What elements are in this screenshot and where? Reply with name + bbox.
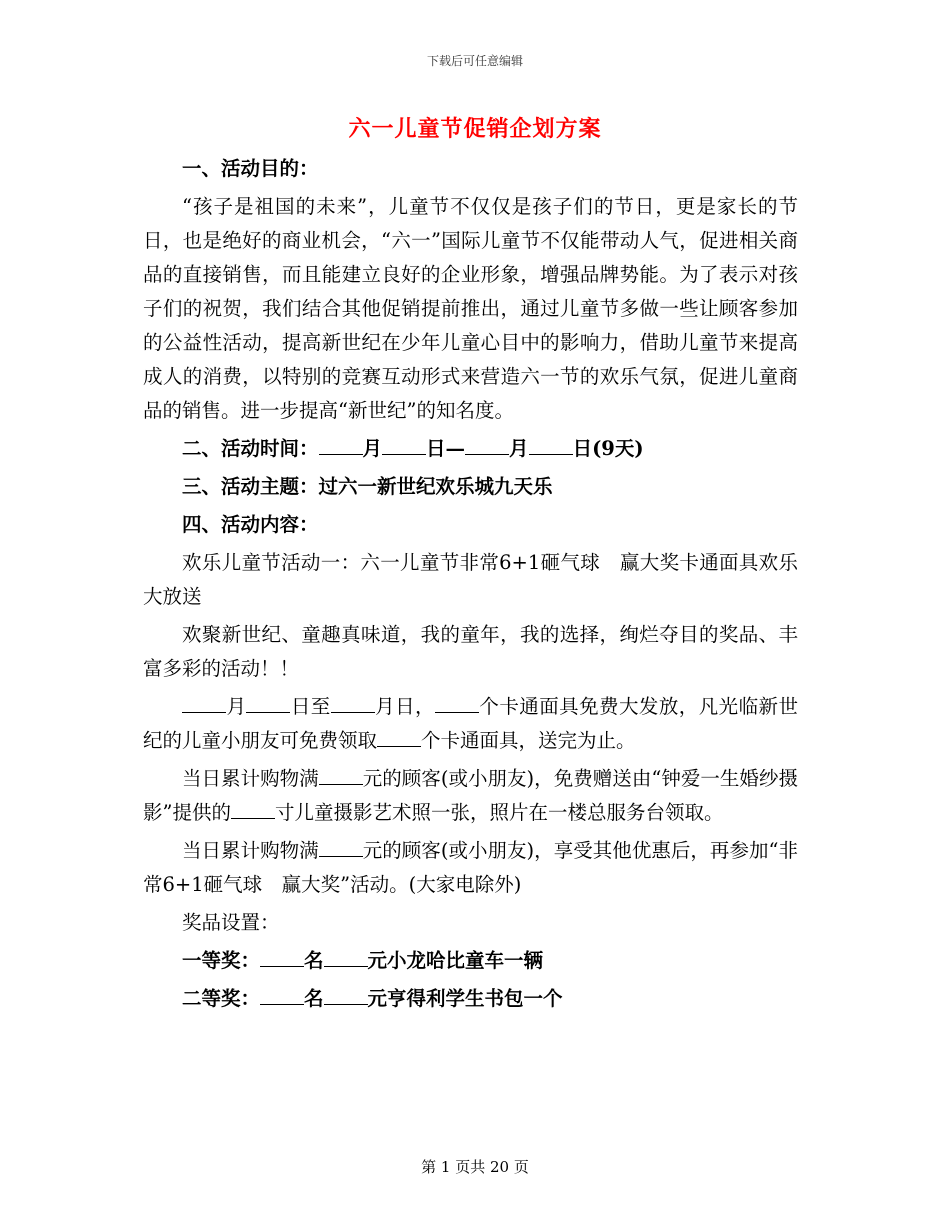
blank-field <box>435 694 479 713</box>
time-day-end: 日(9天) <box>572 437 644 460</box>
purpose-paragraph: “孩子是祖国的未来”，儿童节不仅仅是孩子们的节日，更是家长的节日，也是绝好的商业机会，“六一”国际儿童节不仅能带动人气，促进相关商品的直接销售，而且能建立良好的企业形象，增强品牌势能。为了表示对孩子们的祝贺，我们结合其他促销提前推出，通过儿童节多做一些让顾客参加的公益性活动，提高新世纪在少年儿童心目中的影响力，借助儿童节来提高成人的消费，以特别的竞赛互动形式来营造六一节的欢乐气氛，促进儿童商品的销售。进一步提高“新世纪”的知名度。 <box>143 195 798 422</box>
blank-field <box>319 838 363 857</box>
photo-gift-paragraph <box>143 762 798 830</box>
text-span: 名 <box>304 949 324 972</box>
time-month-2: 月 <box>509 437 529 460</box>
text-span: 元的顾客(或小朋友)，免费赠送由“钟爱一生婚纱摄影”提供的 <box>143 767 798 824</box>
time-month: 月 <box>362 437 383 460</box>
blank-field <box>246 694 290 713</box>
header-note: 下载后可任意编辑 <box>426 54 523 68</box>
blank-field <box>231 800 275 819</box>
blank-field <box>529 436 573 455</box>
text-span: 个卡通面具免费大发放，凡光临新世纪的儿童小朋友可免费领取 <box>143 695 798 752</box>
document-title: 六一儿童节促销企划方案 <box>348 116 602 142</box>
blank-field <box>319 436 363 455</box>
text-span: 元小龙哈比童车一辆 <box>367 949 544 972</box>
text-span: 当日累计购物满 <box>182 839 319 862</box>
text-span: 寸儿童摄影艺术照一张，照片在一楼总服务台领取。 <box>274 801 724 824</box>
text-span: 个卡通面具，送完为止。 <box>421 729 636 752</box>
text-span: 二等奖： <box>182 987 261 1010</box>
text-span: 日至 <box>290 695 331 718</box>
blank-field <box>260 986 304 1005</box>
section-heading-theme: 三、活动主题：过六一新世纪欢乐城九天乐 <box>182 475 553 498</box>
intro-paragraph: 欢聚新世纪、童趣真味道，我的童年，我的选择，绚烂夺目的奖品、丰富多彩的活动！！ <box>143 623 798 680</box>
first-prize-line <box>143 944 798 978</box>
text-span: 月 <box>226 695 247 718</box>
second-prize-line <box>143 982 798 1016</box>
balloon-game-paragraph <box>143 834 798 902</box>
blank-field <box>319 766 363 785</box>
blank-field <box>182 694 226 713</box>
mask-giveaway-paragraph <box>143 690 798 758</box>
section-heading-time <box>143 432 798 466</box>
blank-field <box>465 436 509 455</box>
blank-field <box>331 694 375 713</box>
document-body <box>143 152 798 1016</box>
prize-settings-label: 奖品设置： <box>182 911 280 934</box>
section-heading-purpose: 一、活动目的： <box>182 157 319 180</box>
blank-field <box>382 436 426 455</box>
time-label: 二、活动时间： <box>182 437 319 460</box>
text-span: 元的顾客(或小朋友)，享受其他优惠后，再参加“非常6+1砸气球 赢大奖”活动。(大家电除外) <box>143 839 798 896</box>
text-span: 当日累计购物满 <box>182 767 319 790</box>
text-span: 一等奖： <box>182 949 261 972</box>
blank-field <box>260 948 304 967</box>
text-span: 元亨得利学生书包一个 <box>367 987 563 1010</box>
section-heading-content: 四、活动内容： <box>182 513 319 536</box>
text-span: 月日， <box>374 695 435 718</box>
time-day-dash: 日— <box>426 437 466 460</box>
blank-field <box>324 948 368 967</box>
text-span: 名 <box>304 987 324 1010</box>
page-footer: 第 1 页共 20 页 <box>421 1158 529 1176</box>
blank-field <box>324 986 368 1005</box>
activity-one-paragraph: 欢乐儿童节活动一：六一儿童节非常6+1砸气球 赢大奖卡通面具欢乐大放送 <box>143 551 798 608</box>
blank-field <box>377 728 421 747</box>
